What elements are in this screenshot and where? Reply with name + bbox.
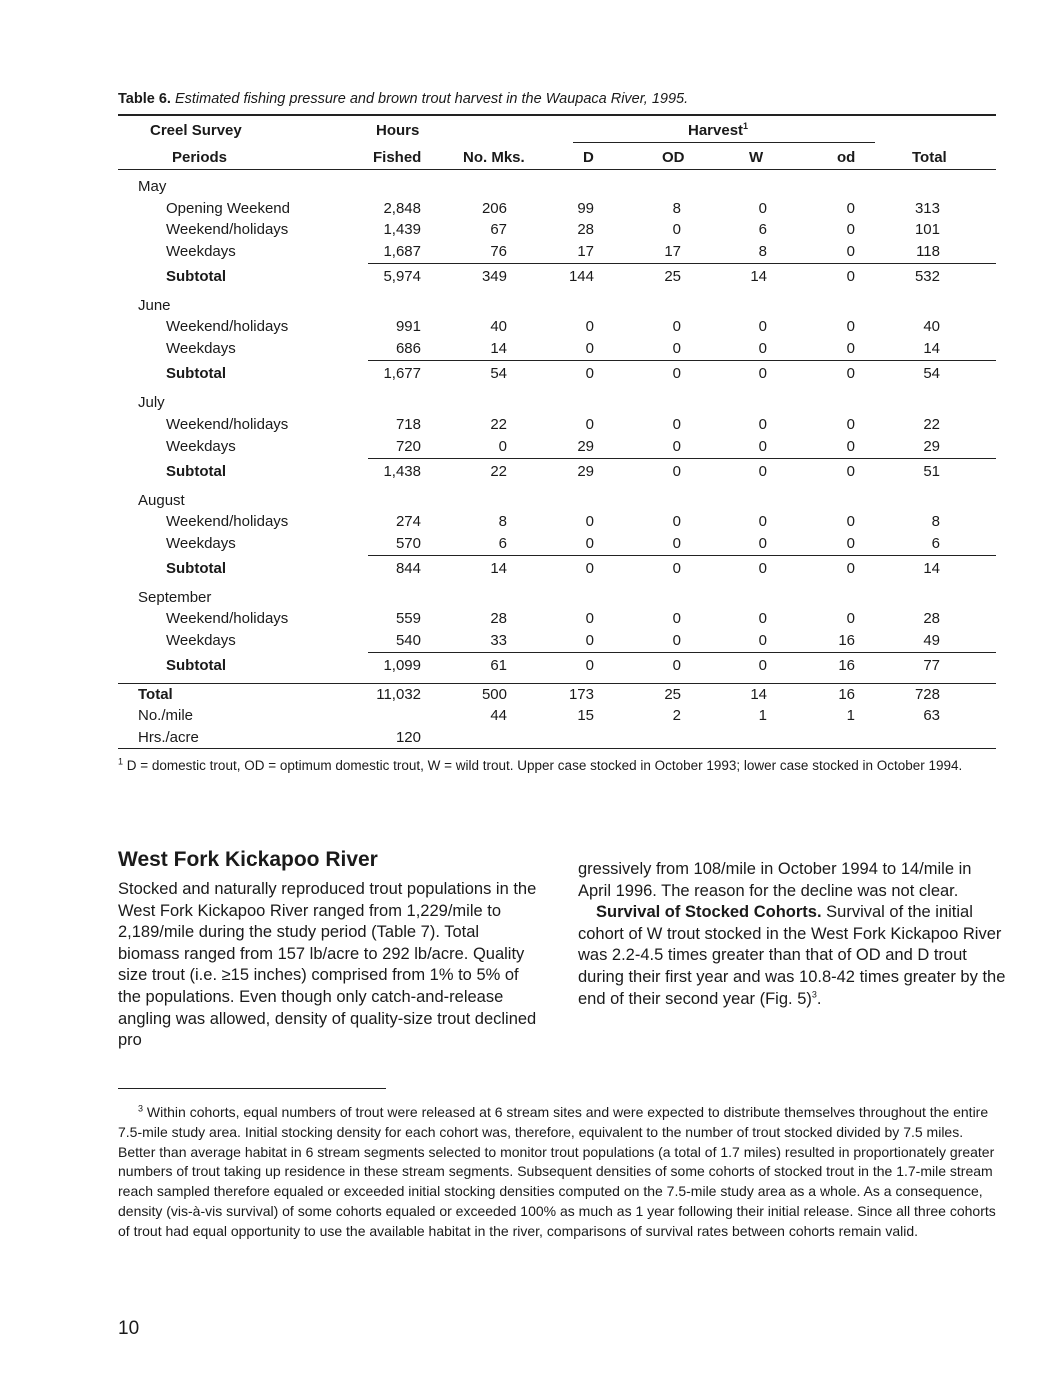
header-od: OD [662, 149, 685, 166]
table-row [0, 318, 1064, 338]
cell-hours: 1,099 [383, 657, 421, 674]
subtotal-rule [368, 360, 996, 361]
table-bottom-rule [118, 748, 996, 749]
month-row-july [0, 394, 1064, 414]
cell-od: 0 [672, 632, 681, 649]
page-footnote-text: Within cohorts, equal numbers of trout were released at 6 stream sites and were expected to distribute themselves throughout the entire 7.5-mile study area. Initial stocking density for each cohort was, therefore, equivalent to the number of trout stocked divided by 7.5 miles. Better than average habitat in 6 stream segments selected to monitor trout populations (a total of 1.7 miles) resulted in proportionately greater numbers of trout taking up residence in these stream segments. Subsequent densities of some cohorts of stocked trout in the 1.7-mile stream reach sampled therefore equaled or exceeded initial stocking densities computed on the 7.5-mile study area as a whole. As a consequence, density (vis-à-vis survival) of some cohorts equaled or exceeded 100% as much as 1 year following their initial release. Since all three cohorts of trout had equal opportunity to use the available habitat in the river, comparisons of survival rates between cohorts remain valid. [118, 1104, 996, 1239]
period-label: Weekdays [166, 243, 236, 260]
cell-mks: 22 [490, 463, 507, 480]
subtotal-row [0, 463, 1064, 483]
cell-od: 8 [672, 200, 681, 217]
period-label: Weekdays [166, 340, 236, 357]
table-caption-text: Estimated fishing pressure and brown trout harvest in the Waupaca River, 1995. [174, 91, 689, 107]
cell-mks: 76 [490, 243, 507, 260]
cell-mks: 14 [490, 340, 507, 357]
cell-hours: 570 [395, 535, 421, 552]
cell-total: 22 [923, 416, 940, 433]
cell-mks: 8 [498, 513, 507, 530]
cell-w: 0 [758, 365, 767, 382]
cell-d: 17 [577, 243, 594, 260]
cell-od: 0 [672, 610, 681, 627]
cell-od: 2 [672, 707, 681, 724]
cell-od-lower: 0 [846, 463, 855, 480]
cell-hours: 1,687 [383, 243, 421, 260]
cell-total: 728 [914, 686, 940, 703]
cell-d: 0 [585, 657, 594, 674]
cell-d: 0 [585, 610, 594, 627]
cell-od: 0 [672, 463, 681, 480]
cell-w: 0 [758, 340, 767, 357]
month-row-september [0, 589, 1064, 609]
cell-d: 173 [568, 686, 594, 703]
cell-d: 144 [568, 268, 594, 285]
cell-hours: 11,032 [376, 686, 421, 703]
header-d: D [583, 149, 594, 166]
cell-od-lower: 16 [838, 632, 855, 649]
subtotal-label: Subtotal [166, 560, 226, 577]
cell-w: 0 [758, 535, 767, 552]
cell-total: 29 [923, 438, 940, 455]
month-label: May [138, 178, 167, 195]
header-periods: Periods [172, 149, 228, 166]
cell-d: 29 [577, 463, 594, 480]
totals-rule [118, 683, 996, 684]
cell-hours: 1,438 [383, 463, 421, 480]
month-row-august [0, 492, 1064, 512]
header-harvest-label: Harvest [688, 122, 744, 139]
cell-w: 8 [758, 243, 767, 260]
cell-mks: 14 [490, 560, 507, 577]
footnote-separator [118, 1088, 386, 1089]
subtotal-rule [368, 555, 996, 556]
header-creel-survey: Creel Survey [150, 122, 242, 139]
cell-mks: 54 [490, 365, 507, 382]
cell-mks: 44 [490, 707, 507, 724]
cell-total: 51 [923, 463, 940, 480]
table-row [0, 438, 1064, 458]
cell-od-lower: 0 [846, 318, 855, 335]
cell-od-lower: 0 [846, 365, 855, 382]
subtotal-row [0, 268, 1064, 288]
cell-w: 0 [758, 318, 767, 335]
cell-total: 77 [923, 657, 940, 674]
per-acre-row [0, 729, 1064, 749]
left-paragraph: Stocked and naturally reproduced trout populations in the West Fork Kickapoo River ranged from 1,229/mile to 2,189/mile during the study period (Table 7). Total biomass ranged from 157 lb/acre to 292 lb/acre. Quality size trout (i.e. ≥15 inches) comprised from 1% to 5% of the populations. Even though only catch-and-release angling was allowed, density of quality-size trout declined pro [118, 880, 537, 1050]
table-footnote-mark: 1 [118, 756, 124, 767]
cell-w: 1 [758, 707, 767, 724]
cell-od-lower: 16 [838, 657, 855, 674]
period-label: Opening Weekend [166, 200, 290, 217]
cell-w: 14 [750, 268, 767, 285]
right-column [578, 859, 1008, 1010]
table-row [0, 632, 1064, 652]
table-row [0, 535, 1064, 555]
cell-d: 0 [585, 535, 594, 552]
subtotal-label: Subtotal [166, 268, 226, 285]
harvest-span-rule [573, 142, 875, 143]
cell-total: 532 [914, 268, 940, 285]
cell-mks: 33 [490, 632, 507, 649]
cell-od: 17 [664, 243, 681, 260]
subtotal-row [0, 560, 1064, 580]
header-harvest [688, 122, 748, 139]
cell-d: 0 [585, 340, 594, 357]
right-paragraph-2-end: . [816, 989, 822, 1008]
per-mile-label: No./mile [138, 707, 194, 724]
table-row [0, 416, 1064, 436]
cell-total: 54 [923, 365, 940, 382]
period-label: Weekdays [166, 632, 236, 649]
section-title: West Fork Kickapoo River [118, 848, 378, 871]
total-row [0, 686, 1064, 706]
cell-od: 0 [672, 416, 681, 433]
page-footnote [118, 1103, 998, 1242]
cell-od: 25 [664, 268, 681, 285]
cell-d: 0 [585, 632, 594, 649]
cell-od-lower: 1 [846, 707, 855, 724]
header-w: W [749, 149, 764, 166]
cell-d: 0 [585, 365, 594, 382]
cell-hours: 991 [395, 318, 421, 335]
cell-hours: 686 [395, 340, 421, 357]
cell-total: 118 [916, 243, 940, 260]
month-label: August [138, 492, 185, 509]
page-footnote-mark: 3 [138, 1103, 144, 1114]
cell-hours: 718 [395, 416, 421, 433]
header-hours: Hours [376, 122, 420, 139]
cell-w: 0 [758, 416, 767, 433]
month-row-june [0, 297, 1064, 317]
cell-w: 0 [758, 560, 767, 577]
table-footnote-text: D = domestic trout, OD = optimum domestic trout, W = wild trout. Upper case stocked in October 1993; lower case stocked in October 1994. [126, 758, 963, 773]
cell-d: 99 [577, 200, 594, 217]
cell-mks: 67 [490, 221, 507, 238]
cell-od: 25 [664, 686, 681, 703]
per-acre-label: Hrs./acre [138, 729, 199, 746]
month-row-may [0, 178, 1064, 198]
cell-total: 40 [923, 318, 940, 335]
header-fished: Fished [373, 149, 422, 166]
subtotal-label: Subtotal [166, 657, 226, 674]
table-top-rule [118, 114, 996, 116]
cell-d: 0 [585, 416, 594, 433]
per-mile-row [0, 707, 1064, 727]
total-label: Total [138, 686, 173, 703]
cell-od-lower: 16 [838, 686, 855, 703]
table-row [0, 610, 1064, 630]
period-label: Weekend/holidays [166, 416, 289, 433]
period-label: Weekdays [166, 438, 236, 455]
header-harvest-footnote-mark: 1 [743, 121, 749, 131]
cell-total: 49 [923, 632, 940, 649]
cell-w: 0 [758, 438, 767, 455]
cell-d: 0 [585, 560, 594, 577]
cell-od: 0 [672, 340, 681, 357]
cell-hours: 274 [395, 513, 421, 530]
cell-w: 0 [758, 513, 767, 530]
cell-d: 29 [577, 438, 594, 455]
table-caption [118, 91, 688, 107]
cell-od: 0 [672, 318, 681, 335]
table-footnote [118, 756, 978, 775]
cell-d: 15 [577, 707, 594, 724]
cell-hours: 1,677 [383, 365, 421, 382]
cell-od-lower: 0 [846, 610, 855, 627]
cell-od-lower: 0 [846, 340, 855, 357]
cell-od-lower: 0 [846, 513, 855, 530]
cell-od-lower: 0 [846, 221, 855, 238]
cell-w: 0 [758, 632, 767, 649]
cell-hours: 720 [395, 438, 421, 455]
subtotal-label: Subtotal [166, 463, 226, 480]
cell-d: 0 [585, 513, 594, 530]
cell-mks: 6 [498, 535, 507, 552]
cell-hours: 559 [395, 610, 421, 627]
right-paragraph-1: gressively from 108/mile in October 1994 to 14/mile in April 1996. The reason for the decline was not clear. [578, 860, 972, 900]
page-number: 10 [118, 1318, 140, 1339]
cell-od: 0 [672, 535, 681, 552]
cell-mks: 0 [498, 438, 507, 455]
period-label: Weekend/holidays [166, 318, 289, 335]
cell-mks: 22 [490, 416, 507, 433]
subtotal-label: Subtotal [166, 365, 226, 382]
subtotal-rule [368, 458, 996, 459]
cell-total: 8 [931, 513, 940, 530]
footnote-ref-3: 3 [811, 989, 817, 1000]
left-column [118, 879, 538, 1052]
cell-w: 0 [758, 463, 767, 480]
table-row [0, 221, 1064, 241]
table-row [0, 243, 1064, 263]
cell-od-lower: 0 [846, 438, 855, 455]
cell-mks: 349 [481, 268, 507, 285]
right-paragraph-2-text: Survival of the initial cohort of W trout stocked in the West Fork Kickapoo River was 2.2-4.5 times greater than that of OD and D trout during their first year and was 10.8-42 times greater by the end of their second year (Fig. 5) [578, 903, 1006, 1008]
period-label: Weekend/holidays [166, 513, 289, 530]
cell-w: 6 [758, 221, 767, 238]
cell-w: 0 [758, 610, 767, 627]
header-no-mks: No. Mks. [463, 149, 525, 166]
cell-od: 0 [672, 365, 681, 382]
period-label: Weekend/holidays [166, 221, 289, 238]
table-row [0, 340, 1064, 360]
cell-od: 0 [672, 657, 681, 674]
subsection-heading: Survival of Stocked Cohorts. [596, 903, 822, 922]
cell-mks: 40 [490, 318, 507, 335]
right-paragraph-2 [578, 902, 1008, 1010]
subtotal-rule [368, 263, 996, 264]
cell-hours: 5,974 [383, 268, 421, 285]
cell-od-lower: 0 [846, 560, 855, 577]
cell-hours: 2,848 [383, 200, 421, 217]
month-label: September [138, 589, 212, 606]
table-row [0, 513, 1064, 533]
cell-hours: 1,439 [383, 221, 421, 238]
cell-od: 0 [672, 221, 681, 238]
cell-total: 313 [914, 200, 940, 217]
header-od-lower: od [837, 149, 856, 166]
header-bottom-rule [118, 169, 996, 170]
cell-od-lower: 0 [846, 200, 855, 217]
month-label: June [138, 297, 171, 314]
cell-od: 0 [672, 560, 681, 577]
cell-total: 14 [923, 340, 940, 357]
cell-od: 0 [672, 513, 681, 530]
cell-mks: 28 [490, 610, 507, 627]
cell-total: 28 [923, 610, 940, 627]
cell-mks: 206 [481, 200, 507, 217]
cell-w: 0 [758, 657, 767, 674]
cell-total: 63 [923, 707, 940, 724]
cell-total: 6 [931, 535, 940, 552]
cell-d: 0 [585, 318, 594, 335]
month-label: July [138, 394, 165, 411]
cell-mks: 61 [490, 657, 507, 674]
subtotal-rule [368, 652, 996, 653]
period-label: Weekend/holidays [166, 610, 289, 627]
subtotal-row [0, 365, 1064, 385]
cell-mks: 500 [481, 686, 507, 703]
cell-od-lower: 0 [846, 243, 855, 260]
table-caption-label: Table 6. [118, 91, 171, 107]
cell-total: 14 [923, 560, 940, 577]
cell-w: 0 [758, 200, 767, 217]
cell-hours: 540 [395, 632, 421, 649]
cell-hours: 844 [395, 560, 421, 577]
cell-w: 14 [750, 686, 767, 703]
cell-total: 101 [914, 221, 940, 238]
subtotal-row [0, 657, 1064, 677]
cell-od-lower: 0 [846, 416, 855, 433]
header-total: Total [912, 149, 947, 166]
cell-od-lower: 0 [846, 535, 855, 552]
table-row [0, 200, 1064, 220]
cell-od: 0 [672, 438, 681, 455]
cell-hours: 120 [395, 729, 421, 746]
page-footnote-paragraph [118, 1103, 998, 1242]
cell-od-lower: 0 [846, 268, 855, 285]
cell-d: 28 [577, 221, 594, 238]
period-label: Weekdays [166, 535, 236, 552]
